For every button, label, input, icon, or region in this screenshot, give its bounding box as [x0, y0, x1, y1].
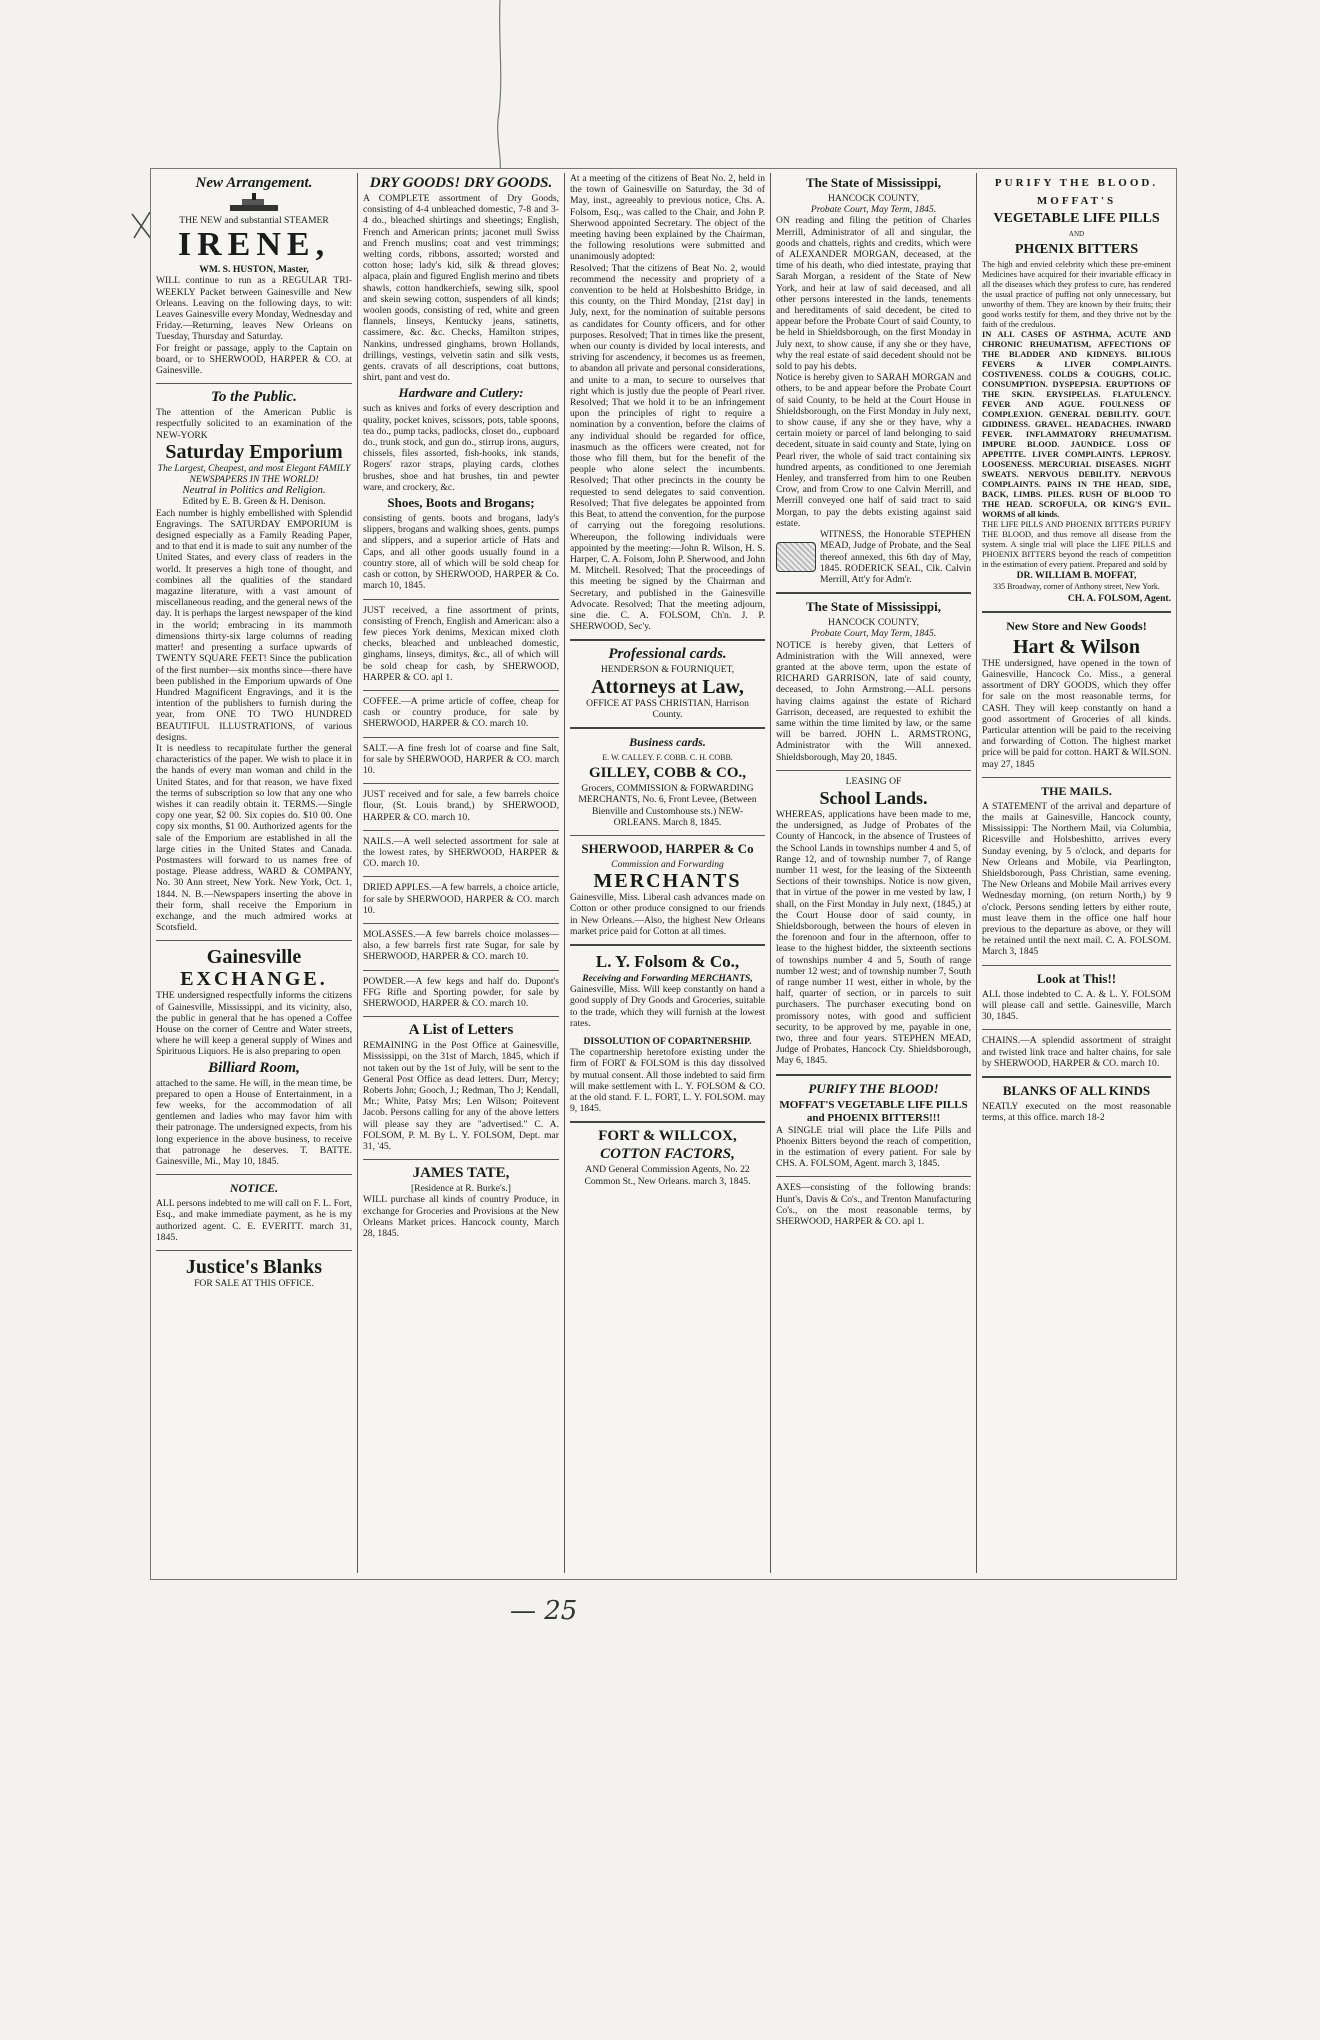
ad-body: ALL persons indebted to me will call on F. L. Fort, Esq., and make immediate payment, as he is my authorized agent. C. E. EVERITT. march 31, 1845.	[156, 1198, 352, 1243]
card-title: Attorneys at Law,	[591, 675, 744, 698]
ad-heading: PHŒNIX BITTERS	[1014, 242, 1139, 258]
newspaper-page	[150, 168, 1177, 1580]
ad-heading: JAMES TATE,	[412, 1165, 510, 1182]
folsom-card	[570, 951, 765, 1029]
ad-subheading: 335 Broadway, corner of Anthony street, New York.	[993, 582, 1160, 592]
classified-ad	[363, 836, 559, 870]
moffat-ad	[776, 1081, 971, 1170]
card-sub: OFFICE AT PASS CHRISTIAN, Harrison County.	[586, 697, 749, 720]
ad-body: A COMPLETE assortment of Dry Goods, consisting of 4-4 unbleached domestic, 7-8 and 3-4 do., bleached shirtings and sheetings; English, French and American prints; jaconet mull Swiss and French muslins; coat and vest trimmings; welting cords, ribbons, assorted; worsted and cotton hose; lady's kid, silk & thread gloves; alpaca, plain and figured English merino and tibets shawls, cotton handkerchiefs, sewing silk, spool and skein sewing cotton, suspenders of all kinds; woolen goods, consisting of red, white and green flannels, linseys, Kentucky jeans, satinetts, cassimere, &c. &c. Checks, Hamilton stripes, Nankins, undressed ginghams, brown Hollands, drillings, vestings, velvetin satin and silk vests, gents. cravats of all descriptions, coat buttons, shirt, pant and vest do.	[363, 193, 559, 384]
ad-heading: School Lands.	[819, 787, 928, 808]
ad-body: A STATEMENT of the arrival and departure of the mails at Gainesville, Hancock county, Mississippi: The Northern Mail, via Columbia, Ricesville and Holsbeshitto, arrives every Sunday evening, by 5 o'clock, and departs for New Orleans and Mobile, via Pearlington, Shieldsborough, Pass Christian, same evening. The New Orleans and Mobile Mail arrives every Wednesday morning, (on return North,) by 9 o'clock. Persons sending letters by either route, must leave them in the office one half hour previous to the departure as above, or they will be retained until the next mail. C. A. FOLSOM. March 3, 1845	[982, 800, 1171, 958]
tate-ad	[363, 1165, 559, 1239]
section-heading: Professional cards.	[608, 646, 727, 663]
card-title: FORT & WILLCOX,	[598, 1128, 737, 1145]
meeting-notice	[570, 173, 765, 632]
ad-body: Gainesville, Miss. Will keep constantly on hand a good supply of Dry Goods and Groceries, suitable to the trade, which they will furnish at the lowest rates.	[570, 984, 765, 1029]
ad-body: SALT.—A fine fresh lot of coarse and fine Salt, for sale by SHERWOOD, HARPER & CO. march 10.	[363, 742, 559, 776]
column-4	[771, 173, 976, 1573]
ad-subheading: HANCOCK COUNTY,	[828, 617, 919, 629]
ad-body: Each number is highly embellished with Splendid Engravings. The SATURDAY EMPORIUM is designed especially as a Family Reading Paper, and to that end it is made to suit any number of the United States, and every class of readers in the world. It preserves a high tone of thought, and combines all the qualities of the standard magazine literature, with a vast amount of miscellaneous reading, and the general news of the day. It is perhaps the largest newspaper of the kind in the world; embracing in its mammoth dimensions thirty-six large columns of reading matter! and presenting a surface upwards of TWENTY SQUARE FEET! Since the publication of the first number—six months since—there have been published in the Emporium upwards of One Hundred Magnificent Engravings, and it is the intention of the publishers to furnish during the year, from ONE TO TWO HUNDRED BEAUTIFUL ILLUSTRATIONS, of various designs.	[156, 507, 352, 743]
ad-body: WILL purchase all kinds of country Produce, in exchange for Groceries and Provisions at the New Orleans Market prices. Hancock county, March 28, 1845.	[363, 1194, 559, 1240]
ad-body: attached to the same. He will, in the mean time, be prepared to open a House of Entertainment, in a few weeks, for the accommodation of all gentlemen and ladies who may favor him with their patronage. The undersigned expects, from his long experience in the above business, to receive that patronage he deserves. T. BATTE. Gainesville, Mi., May 10, 1845.	[156, 1077, 352, 1168]
column-1	[151, 173, 357, 1573]
ad-heading: To the Public.	[211, 389, 297, 406]
ad-heading: BLANKS OF ALL KINDS	[1002, 1082, 1151, 1098]
ad-heading: PURIFY THE BLOOD!	[808, 1080, 939, 1096]
ad-body: CHAINS.—A splendid assortment of straight and twisted link trace and halter chains, for sale by SHERWOOD, HARPER & CO. march 10.	[982, 1035, 1171, 1069]
notice-ad	[156, 1180, 352, 1243]
ad-heading: Gainesville	[206, 946, 302, 969]
scan-fold-mark	[470, 0, 530, 170]
ad-body: WHEREAS, applications have been made to me, the undersigned, as Judge of Probates of the County of Hancock, in the absence of Trustees of the School Lands in townships number 4 and 5, of Range 12, and of township number 7, of Range number 11 west, for the leasing of the Sixteenth Sections of their townships. Notice is now given, that in virtue of the power in me vested by law, I shall, on the First Monday in July next, (1845,) at the Court House door of said county, in Shieldsborough, between the hours of eleven in the forenoon and four in the afternoon, offer to lease to the highest bidder, the sixteenth sections of townships number 4 and 5, South of range number 12 west; and of township number 7, South of range number 11 west, either in whole, by the half, quarter of section, or in parcels to suit purchasers. The purchaser executing bond on promissory notes, with good and sufficient security, to be approved by me, payable in one, two, three and four years. STEPHEN MEAD, Judge of Probates, Hancock Cty. Shieldsborough, May 6, 1845.	[776, 808, 971, 1067]
ad-subheading: Hardware and Cutlery:	[398, 385, 524, 401]
card-sub: AND General Commission Agents, No. 22 Common St., New Orleans. march 3, 1845.	[584, 1164, 751, 1187]
ad-body: For freight or passage, apply to the Captain on board, or to SHERWOOD, HARPER & CO. at Gainesville.	[156, 342, 352, 377]
card-title: SHERWOOD, HARPER & Co	[581, 840, 754, 856]
ad-body: JUST received and for sale, a few barrels choice flour, (St. Louis brand,) by SHERWOOD, HARPER & CO. march 10.	[363, 789, 559, 823]
ad-body: consisting of gents. boots and brogans, lady's slippers, brogans and walking shoes, gents. pumps and slippers, and a superior article of Hats and Caps, and all other goods usually found in a country store, all of which will be sold cheap for cash or cotton, by SHERWOOD, HARPER & Co. march 10, 1845.	[363, 513, 559, 592]
card-title: MERCHANTS	[593, 870, 742, 893]
ad-agent: CH. A. FOLSOM, Agent.	[1067, 592, 1171, 604]
section-heading: Business cards.	[629, 734, 706, 749]
column-5	[977, 173, 1176, 1573]
ad-body: THE undersigned, have opened in the town of Gainesville, Hancock Co. Miss., a general assortment of DRY GOODS, which they offer for sale on the most reasonable terms, for CASH. They will keep constantly on hand a good assortment of Groceries of all kinds. Particular attention will be paid to the receiving and forwarding of Cotton. The highest market price will be paid for cotton. HART & WILSON. may 27, 1845	[982, 657, 1171, 770]
classified-ad	[363, 882, 559, 916]
ad-body: A SINGLE trial will place the Life Pills and Phoenix Bitters beyond the reach of competition, in the estimation of every patient. For sale by CHS. A. FOLSOM, Agent. march 3, 1845.	[776, 1124, 971, 1170]
ad-body: POWDER.—A few kegs and half do. Dupont's FFG Rifle and Sporting powder, for sale by SHERWOOD, HARPER & CO. march 10.	[363, 975, 559, 1009]
ad-body: DRIED APPLES.—A few barrels, a choice article, for sale by SHERWOOD, HARPER & CO. march 10.	[363, 882, 559, 916]
ad-subheading: The Largest, Cheapest, and most Elegant FAMILY NEWSPAPERS IN THE WORLD!	[157, 462, 351, 486]
ad-heading: PURIFY THE BLOOD.	[994, 177, 1159, 189]
ad-heading: A List of Letters	[408, 1022, 514, 1039]
ad-subheading: THE NEW and substantial STEAMER	[179, 215, 329, 226]
ad-body: ON reading and filing the petition of Charles Merrill, Administrator of all and singular, the goods and chattels, rights and credits, which were of ALEXANDER MORGAN, deceased, at the time of his death, who died intestate, praying that Sarah Morgan, a resident of the State of New York, and heir at law of said deceased, and all other persons interested in the lands, tenements and hereditaments of said decedent, be cited to appear before the Probate Court of said County, to be held in Shieldsborough, on the first Monday in July next, to show cause, if any she or they have, why the real estate of said decedent should not be sold to pay his debts.	[776, 215, 971, 373]
card-sub: Receiving and Forwarding MERCHANTS,	[582, 972, 753, 984]
ad-body: AXES—consisting of the following brands: Hunt's, Davis & Co's., and Trenton Manufacturing Co's., on the most reasonable terms, by SHERWOOD, HARPER & CO. apl 1.	[776, 1182, 971, 1228]
ad-body: At a meeting of the citizens of Beat No. 2, held in the town of Gainesville on Saturday, the 3d of May, inst., agreeably to previous notice, Chs. A. Folsom, Esq., was called to the Chair, and John P. Sherwood appointed Secretary. The object of the meeting having been explained by the Chairman, the following resolutions were submitted and unanimously adopted:	[570, 173, 765, 263]
probate-notice	[776, 175, 971, 585]
ad-subheading: HANCOCK COUNTY,	[828, 193, 919, 204]
ad-subheading: Probate Court, May Term, 1845.	[810, 204, 937, 216]
blanks-sub: FOR SALE AT THIS OFFICE.	[194, 1278, 314, 1290]
card-names: HENDERSON & FOURNIQUET,	[600, 664, 735, 676]
page-number: — 25	[510, 1596, 578, 1626]
classified-ad	[363, 696, 559, 730]
ad-heading: The State of Mississippi,	[805, 175, 942, 190]
exchange-ad	[156, 946, 352, 1167]
ad-body: The attention of the American Public is respectfully solicited to an examination of the NEW-YORK	[156, 407, 352, 441]
ad-body: NAILS.—A well selected assortment for sale at the lowest rates, by SHERWOOD, HARPER & CO. march 10.	[363, 835, 559, 870]
steamer-ad	[156, 175, 352, 376]
ad-heading: EXCHANGE.	[180, 968, 328, 991]
sherwood-card	[570, 841, 765, 937]
classified-ad	[363, 976, 559, 1010]
gilly-card	[570, 765, 765, 828]
card-sub: Commission and Forwarding	[611, 858, 724, 870]
ad-heading: NOTICE.	[229, 1181, 279, 1196]
ad-body: Gainesville, Miss. Liberal cash advances made on Cotton or other produce consigned to our friends in New Orleans.—Also, the highest New Orleans market price paid for Cotton at all times.	[570, 892, 765, 937]
ad-heading: Look at This!!	[1036, 970, 1117, 986]
card-title: GILLEY, COBB & CO.,	[589, 765, 746, 782]
school-lands-notice	[776, 776, 971, 1067]
steamer-name: IRENE,	[177, 226, 331, 264]
ad-heading: New Arrangement.	[195, 175, 313, 191]
ad-heading: New Store and New Goods!	[1006, 618, 1147, 633]
ad-subheading: MOFFAT'S VEGETABLE LIFE PILLS and PHOENIX BITTERS!!!	[779, 1098, 968, 1124]
ad-body: WITNESS, the Honorable STEPHEN MEAD, Judge of Probate, and the Seal thereof annexed, this 6th day of May, 1845. RODERICK SEAL, Clk. Calvin Merrill, Att'y for Adm'r.	[820, 529, 971, 585]
court-seal	[776, 529, 971, 585]
seal-icon	[776, 542, 816, 572]
attorneys-card	[570, 664, 765, 720]
ad-subheading: [Residence at R. Burke's.]	[410, 1183, 512, 1195]
chains-ad	[982, 1035, 1171, 1069]
column-3	[565, 173, 770, 1573]
ad-subheading: Shoes, Boots and Brogans;	[387, 495, 535, 511]
ad-body: MOLASSES.—A few barrels choice molasses—also, a few barrels first rate Sugar, for sale by SHERWOOD, HARPER & CO. march 10.	[363, 928, 559, 963]
ad-heading: THE MAILS.	[1041, 783, 1112, 798]
dry-goods-ad	[363, 175, 559, 592]
card-title: DISSOLUTION OF COPARTNERSHIP.	[583, 1035, 752, 1047]
ad-body: The copartnership heretofore existing under the firm of FORT & FOLSOM is this day dissolved by mutual consent. All those indebted to said firm will make settlement with L. Y. FOLSOM & CO. at the old stand. F. L. FORT, L. Y. FOLSOM. may 9, 1845.	[570, 1047, 765, 1115]
classified-ad	[363, 789, 559, 823]
ad-subheading: Probate Court, May Term, 1845.	[810, 628, 937, 640]
ad-body: Resolved; That the citizens of Beat No. 2, would recommend the necessity and propriety of a convention to be held at Holsbeshitto Bridge, in this county, on the Third Monday, [21st day] in July, next, for the nomination of suitable persons as candidates for County officers, and for other purposes. Resolved; That in times like the present, when our county is divided by local interests, and striving for ascendency, it becomes us as freemen, to abandon all private and personal considerations, and unite to a man, to secure to ourselves that right which is justly due the people of Pearl river. Resolved; That we hold it to be an infringement upon the principles of right to require a nomination by a convention, before the claims of any individual should be regarded for office, inasmuch as the officers were created, not for those who fill them, but for the benefit of the people who alone select the incumbents. Resolved; That other precincts in the county be requested to send delegates to said convention. Resolved; That five delegates be appointed from this Beat, to attend the convention, for the purpose of carrying out the foregoing resolutions. Whereupon, the following individuals were appointed by the meeting:—John R. Wilson, H. S. Harper, C. A. Folsom, John P. Sherwood, and John M. Mitchell. Resolved; That the proceedings of this meeting be signed by the Chairman and Secretary, and published in the Gainesville Advocate. Resolved; That the meeting adjourn, sine die. C. A. FOLSOM, Ch'n. J. P. SHERWOOD, Sec'y.	[570, 262, 765, 633]
ad-body: NOTICE is hereby given, that Letters of Administration with the Will annexed, were granted at the above term, upon the estate of RICHARD GARRISON, late of said county, deceased, to John Armstrong.—ALL persons having claims against the estate of Richard Garrison, deceased, are requested to exhibit the same within the time limited by law, or the same will be barred. JOHN L. ARMSTRONG, Administrator with the Will annexed. Shieldsborough, May 20, 1845.	[776, 639, 971, 763]
emporium-title: Saturday Emporium	[165, 440, 343, 463]
ad-body: REMAINING in the Post Office at Gainesville, Mississippi, on the 31st of March, 1845, which if not taken out by the 1st of July, will be sent to the General Post Office as dead letters. Durr, Mercy; Roberts John; Gooch, J.; Redman, Tho J; Kendall, Mr.; White, Patsy Mrs; Len Wilson; Poitevent Jacob. Persons calling for any of the above letters will please say they are "advertised." C. A. FOLSOM, P. M. By L. Y. FOLSOM, Dept. mar 31, '45.	[363, 1040, 559, 1153]
ad-body: such as knives and forks of every description and quality, pocket knives, scissors, pots, table spoons, tea do., pump tacks, padlocks, closet do., cupboard do., trunk stock, and gun do., stirrup irons, augurs, chissels, files assorted, fish-hooks, ink stands, Rogers' razor straps, playing cards, clothes brushes, shoe and hat brushes, tin and pewter ware, and crockery, &c.	[363, 403, 559, 493]
hart-wilson-ad	[982, 618, 1171, 770]
ad-body: Notice is hereby given to SARAH MORGAN and others, to be and appear before the Probate Court of said County, to be held at the Court House in Shieldsborough, on the First Monday in July next, to show cause, if any she or they have, why a certain moiety or parcel of land belonging to said decedent, situate in said county and State, lying on Pearl river, the whole of said tract containing six hundred arpents, as conditioned to one Jeremiah Henley, and transferred from him to one Reuben Crow, and from Crow to one Calvin Merrill, and Merrill conveyed one half of said tract to said Morgan, to pay the debts existing against said estate.	[776, 372, 971, 529]
axes-ad	[776, 1182, 971, 1227]
ad-subheading: Billiard Room,	[208, 1059, 300, 1076]
ad-body: NEATLY executed on the most reasonable terms, at this office. march 18-2	[982, 1100, 1171, 1124]
ad-body: JUST received, a fine assortment of prints, consisting of French, English and American: also a few pieces York denims, Mexican mixed cloth checks, bleached and unbleached domestic, ginghams, linseys, dimitys, &c., all of which will be sold cheap for cash, by SHERWOOD, HARPER & CO. apl 1.	[363, 604, 559, 683]
card-sub: Grocers, COMMISSION & FORWARDING MERCHANTS, No. 6, Front Levee, (Between Bienville and Customhouse sts.) NEW-ORLEANS. March 8, 1845.	[578, 783, 757, 828]
ad-body: ALL those indebted to C. A. & L. Y. FOLSOM will please call and settle. Gainesville, March 30, 1845.	[982, 988, 1171, 1023]
card-names: E. W. CALLEY. F. COBB. C. H. COBB.	[602, 752, 733, 762]
steamer-master: WM. S. HUSTON, Master,	[199, 264, 309, 276]
ad-body: IN ALL CASES OF ASTHMA, ACUTE AND CHRONIC RHEUMATISM, AFFECTIONS OF THE BLADDER AND KIDNEYS. BILIOUS FEVERS & LIVER COMPLAINTS. COSTIVENESS. COLDS & COUGHS, COLIC. CONSUMPTION. DYSPEPSIA. ERUPTIONS OF THE SKIN. ERYSIPELAS. FLATULENCY. FEVER AND AGUE. FOULNESS OF COMPLEXION. GENERAL DEBILITY. GOUT. GIDDINESS. GRAVEL. HEADACHES. INWARD FEVER. INFLAMMATORY RHEUMATISM. IMPURE BLOOD. JAUNDICE. LOSS OF APPETITE. LIVER COMPLAINTS. LEPROSY. LOOSENESS. MERCURIAL DISEASES. NIGHT SWEATS. NERVOUS DEBILITY. NERVOUS COMPLAINTS. PAINS IN THE HEAD, SIDE, BACK, LIMBS. PILES. RUSH OF BLOOD TO THE HEAD. SCROFULA, OR KING'S EVIL. WORMS of all kinds.	[982, 330, 1171, 520]
classified-ad	[363, 605, 559, 683]
ad-heading: Hart & Wilson	[1012, 635, 1141, 658]
letters-ad	[363, 1022, 559, 1152]
ad-body: COFFEE.—A prime article of coffee, cheap for cash or country produce, for sale by SHERWOOD, HARPER & CO. march 10.	[363, 695, 559, 730]
ad-subheading: Edited by E. B. Green & H. Denison.	[182, 496, 326, 508]
card-title: COTTON FACTORS,	[600, 1146, 735, 1163]
ad-body: THE undersigned respectfully informs the citizens of Gainesville, Mississippi, and its vicinity, also, the public in general that he has opened a Coffee House on the corner of Centre and Water streets, where he will keep a general supply of Wines and Spirituous Liquors. He is also preparing to open	[156, 990, 352, 1058]
card-title: L. Y. Folsom & Co.,	[595, 951, 740, 971]
ad-subheading: DR. WILLIAM B. MOFFAT,	[1016, 570, 1137, 582]
moffat-big-ad	[982, 175, 1171, 604]
ad-heading: VEGETABLE LIFE PILLS	[993, 211, 1160, 226]
mails-ad	[982, 783, 1171, 958]
ad-heading: The State of Mississippi,	[805, 599, 942, 615]
ad-body: It is needless to recapitulate further the general characteristics of the paper. We wish to place it in the hands of every man woman and child in the United States, and for that reason, we have fixed the terms of subscription so low that any one who wishes it can readily obtain it. TERMS.—Single copy one year, $2 00. Six copies do. $10 00. One copy six months, $1 00. Authorized agents for the sale of the Emporium are established in all the large cities in the United States and Canada. Postmasters will forward to us names free of postage. Please address, WARD & COMPANY, No. 30 Ann street, New York. New York, Oct. 1, 1844. N. B.—Newspapers inserting the above in their form, shall receive the Emporium in exchange, and the much admired works at Scotsfield.	[156, 742, 352, 934]
emporium-ad	[156, 389, 352, 933]
steamboat-icon	[224, 193, 284, 215]
blanks-ad	[982, 1083, 1171, 1123]
ad-subheading: LEASING OF	[845, 775, 902, 787]
ad-heading: DRY GOODS! DRY GOODS.	[369, 175, 553, 191]
ad-body: WILL continue to run as a REGULAR TRI-WEEKLY Packet between Gainesville and New Orleans. Leaving on the following days, to wit: Leaves Gainesville every Monday, Wednesday and Friday.—Returning, leaves New Orleans on Tuesday, Thursday and Saturday.	[156, 275, 352, 343]
column-2	[358, 173, 564, 1573]
ad-subheading: Neutral in Politics and Religion.	[182, 484, 326, 497]
look-ad	[982, 971, 1171, 1023]
probate-notice	[776, 599, 971, 763]
classified-ad	[363, 743, 559, 777]
ad-body: The high and envied celebrity which these pre-eminent Medicines have acquired for their invariable efficacy in all the diseases which they profess to cure, has rendered the usual practice of puffing not only unnecessary, but unworthy of them. They are known by their fruits; their good works testify for them, and they thrive not by the faith of the credulous.	[982, 260, 1171, 330]
fort-card	[570, 1128, 765, 1186]
dissolution-notice	[570, 1036, 765, 1114]
classified-ad	[363, 929, 559, 963]
ad-body: THE LIFE PILLS AND PHOENIX BITTERS PURIFY THE BLOOD, and thus remove all disease from the system. A single trial will place the LIFE PILLS and PHOENIX BITTERS beyond the reach of competition in the estimation of every patient. Prepared and sold by	[982, 520, 1171, 570]
blanks-heading: Justice's Blanks	[185, 1256, 323, 1279]
ad-subheading: AND	[1068, 230, 1085, 238]
ad-heading: MOFFAT'S	[1036, 195, 1117, 207]
